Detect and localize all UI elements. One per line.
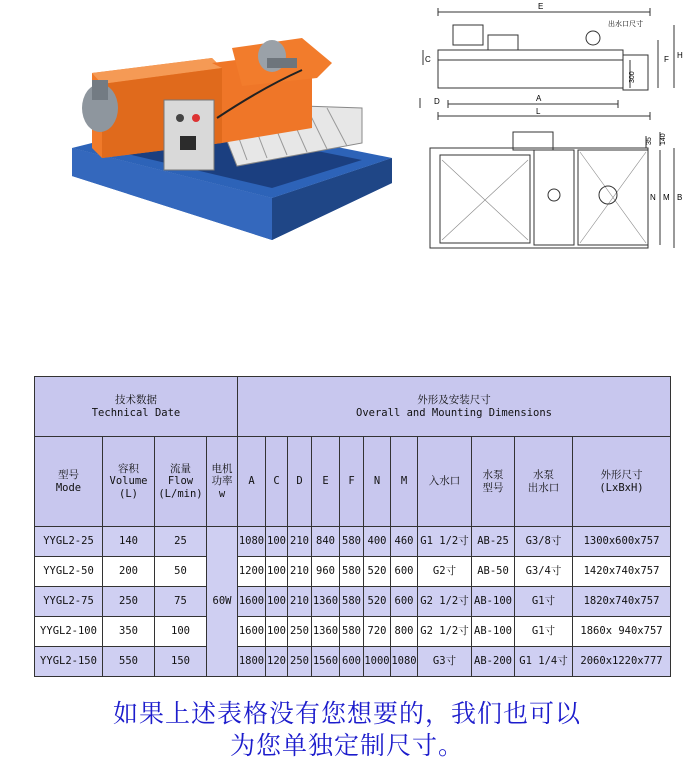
- column-header: [391, 437, 418, 527]
- cell-a: 1600: [238, 587, 266, 617]
- cell-model: YYGL2-100: [35, 617, 103, 647]
- cell-f: 580: [340, 587, 364, 617]
- cell-m: 800: [391, 617, 418, 647]
- cell-volume: 200: [103, 557, 155, 587]
- cell-c: 100: [266, 557, 288, 587]
- cell-pump: AB-50: [472, 557, 515, 587]
- cell-outlet: G1寸: [515, 617, 573, 647]
- cell-size: 1420x740x757: [573, 557, 671, 587]
- table-row: [35, 617, 671, 647]
- cell-model: YYGL2-75: [35, 587, 103, 617]
- cell-flow: 25: [155, 527, 207, 557]
- footer-line-2: 为您单独定制尺寸。: [229, 731, 464, 760]
- column-header-line: 流量: [170, 463, 191, 476]
- column-header: [418, 437, 472, 527]
- dim-label-F: F: [664, 55, 669, 64]
- column-header: [573, 437, 671, 527]
- column-header-line: A: [248, 475, 255, 488]
- cell-outlet: G1 1/4寸: [515, 647, 573, 677]
- cell-m: 600: [391, 587, 418, 617]
- column-header: [266, 437, 288, 527]
- cell-pump: AB-25: [472, 527, 515, 557]
- column-header-line: Mode: [55, 481, 82, 494]
- cell-e: 840: [312, 527, 340, 557]
- table-row: [35, 647, 671, 677]
- cell-a: 1600: [238, 617, 266, 647]
- cell-m: 460: [391, 527, 418, 557]
- column-header: [207, 437, 238, 527]
- group-header-technical-cn: 技术数据: [115, 394, 157, 407]
- column-header-line: 型号: [58, 469, 79, 482]
- column-header-line: Volume: [109, 475, 148, 488]
- cell-c: 120: [266, 647, 288, 677]
- column-header: [238, 437, 266, 527]
- cell-volume: 350: [103, 617, 155, 647]
- cell-a: 1200: [238, 557, 266, 587]
- column-header-line: (L): [119, 487, 138, 500]
- dim-label-N: N: [650, 193, 656, 202]
- footer-line-1: 如果上述表格没有您想要的，我们也可以: [112, 699, 581, 728]
- cell-m: 1080: [391, 647, 418, 677]
- group-header-dimensions-en: Overall and Mounting Dimensions: [356, 406, 552, 419]
- column-header-line: E: [322, 475, 329, 488]
- column-header: [364, 437, 391, 527]
- cell-d: 210: [288, 527, 312, 557]
- cell-inlet: G2寸: [418, 557, 472, 587]
- column-header: [340, 437, 364, 527]
- cell-e: 1360: [312, 587, 340, 617]
- column-header-line: (L/min): [158, 487, 203, 500]
- column-header-line: 外形尺寸: [600, 469, 643, 482]
- group-header-technical: [35, 377, 238, 437]
- cell-c: 100: [266, 587, 288, 617]
- cell-inlet: G2 1/2寸: [418, 617, 472, 647]
- column-header-line: M: [400, 475, 408, 488]
- cell-outlet: G1寸: [515, 587, 573, 617]
- dim-label-D: D: [434, 97, 440, 106]
- cell-model: YYGL2-50: [35, 557, 103, 587]
- column-header-line: 功率: [211, 475, 233, 488]
- cell-d: 250: [288, 647, 312, 677]
- product-photo: [62, 8, 394, 246]
- technical-drawing: [418, 0, 690, 258]
- cell-volume: 140: [103, 527, 155, 557]
- dim-label-300: 300: [629, 71, 636, 83]
- column-header-line: 型号: [482, 481, 504, 494]
- cell-c: 100: [266, 527, 288, 557]
- group-header-technical-en: Technical Date: [91, 406, 181, 419]
- cell-n: 520: [364, 557, 391, 587]
- cell-inlet: G2 1/2寸: [418, 587, 472, 617]
- dim-label-outlet: 出水口尺寸: [608, 21, 643, 28]
- column-header: [288, 437, 312, 527]
- column-header: [103, 437, 155, 527]
- dim-label-B: B: [677, 193, 683, 202]
- dim-label-M: M: [663, 193, 670, 202]
- table-row: [35, 587, 671, 617]
- cell-e: 1560: [312, 647, 340, 677]
- table-row: [35, 557, 671, 587]
- column-header-line: 水泵: [533, 469, 554, 482]
- spec-table: [34, 376, 671, 677]
- column-header-line: 水泵: [482, 469, 504, 482]
- group-header-dimensions: [238, 377, 671, 437]
- dim-label-35: 35: [646, 137, 653, 145]
- cell-n: 720: [364, 617, 391, 647]
- cell-size: 2060x1220x777: [573, 647, 671, 677]
- dim-label-H: H: [677, 51, 683, 60]
- column-header-line: F: [348, 475, 355, 488]
- column-header-line: w: [218, 487, 226, 500]
- cell-e: 1360: [312, 617, 340, 647]
- cell-inlet: G3寸: [418, 647, 472, 677]
- column-header: [35, 437, 103, 527]
- column-header-line: N: [373, 475, 381, 488]
- cell-size: 1300x600x757: [573, 527, 671, 557]
- cell-f: 580: [340, 557, 364, 587]
- dim-label-E: E: [538, 2, 544, 11]
- cell-inlet: G1 1/2寸: [418, 527, 472, 557]
- cell-flow: 150: [155, 647, 207, 677]
- group-header-dimensions-cn: 外形及安装尺寸: [417, 394, 491, 407]
- cell-outlet: G3/4寸: [515, 557, 573, 587]
- column-header: [515, 437, 573, 527]
- column-header: [312, 437, 340, 527]
- column-header-line: 出水口: [527, 481, 560, 494]
- column-header-line: 入水口: [428, 475, 461, 488]
- cell-d: 250: [288, 617, 312, 647]
- cell-volume: 550: [103, 647, 155, 677]
- cell-volume: 250: [103, 587, 155, 617]
- cell-pump: AB-100: [472, 617, 515, 647]
- column-header-line: (LxBxH): [599, 481, 644, 494]
- cell-m: 600: [391, 557, 418, 587]
- cell-d: 210: [288, 587, 312, 617]
- dim-label-140: 140: [660, 133, 667, 145]
- cell-n: 1000: [364, 647, 391, 677]
- cell-outlet: G3/8寸: [515, 527, 573, 557]
- motor-power-cell: 60W: [207, 527, 238, 677]
- cell-size: 1860x 940x757: [573, 617, 671, 647]
- column-header-line: Flow: [167, 475, 194, 488]
- column-header-line: D: [296, 475, 303, 488]
- cell-n: 520: [364, 587, 391, 617]
- cell-a: 1800: [238, 647, 266, 677]
- cell-pump: AB-100: [472, 587, 515, 617]
- cell-size: 1820x740x757: [573, 587, 671, 617]
- cell-model: YYGL2-25: [35, 527, 103, 557]
- cell-a: 1080: [238, 527, 266, 557]
- column-header-row: [35, 437, 671, 527]
- column-header: [472, 437, 515, 527]
- cell-e: 960: [312, 557, 340, 587]
- column-header: [155, 437, 207, 527]
- cell-flow: 50: [155, 557, 207, 587]
- column-header-line: 电机: [211, 463, 233, 476]
- dim-label-A: A: [536, 94, 542, 103]
- cell-pump: AB-200: [472, 647, 515, 677]
- cell-c: 100: [266, 617, 288, 647]
- cell-n: 400: [364, 527, 391, 557]
- cell-flow: 75: [155, 587, 207, 617]
- cell-d: 210: [288, 557, 312, 587]
- cell-f: 580: [340, 527, 364, 557]
- table-row: [35, 527, 671, 557]
- column-header-line: 容积: [118, 463, 139, 476]
- dim-label-C: C: [425, 55, 431, 64]
- dim-label-L: L: [536, 107, 541, 116]
- cell-flow: 100: [155, 617, 207, 647]
- cell-f: 600: [340, 647, 364, 677]
- cell-f: 580: [340, 617, 364, 647]
- column-header-line: C: [273, 475, 280, 488]
- cell-model: YYGL2-150: [35, 647, 103, 677]
